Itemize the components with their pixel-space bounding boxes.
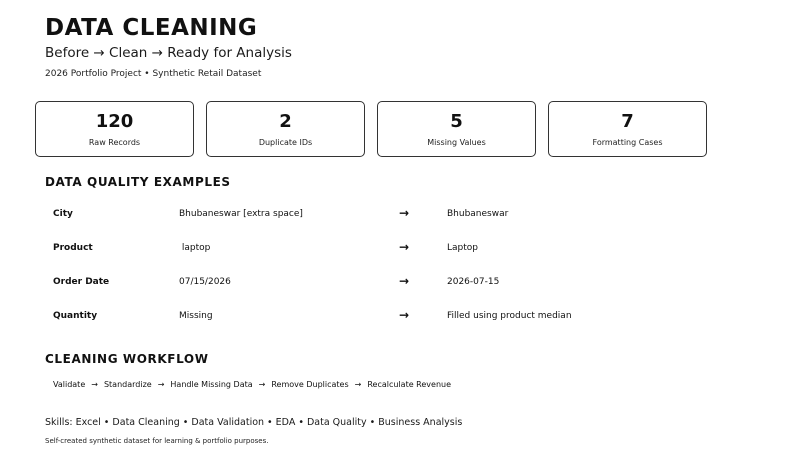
stat-label: Formatting Cases: [592, 137, 663, 147]
field-name: Order Date: [53, 277, 110, 287]
stat-value: 5: [450, 110, 463, 132]
stat-value: 120: [95, 110, 134, 132]
stat-label: Duplicate IDs: [258, 137, 313, 147]
stat-label: Missing Values: [427, 137, 486, 147]
arrow-right-icon: →: [354, 380, 362, 389]
arrow-right-icon: →: [258, 380, 266, 389]
stat-card-duplicate-ids: [206, 101, 365, 157]
data-quality-heading: DATA QUALITY EXAMPLES: [45, 175, 231, 189]
arrow-right-icon: →: [399, 308, 410, 322]
workflow-step: Validate: [53, 380, 86, 389]
table-row: [53, 302, 653, 336]
stat-card-missing-values: [377, 101, 536, 157]
stat-value: 7: [621, 110, 634, 132]
skills-line: Skills: Excel • Data Cleaning • Data Validation • EDA • Data Quality • Business Analysis: [45, 417, 463, 428]
before-value: 07/15/2026: [179, 277, 231, 287]
arrow-right-icon: →: [399, 274, 410, 288]
workflow-heading: CLEANING WORKFLOW: [45, 352, 209, 366]
stat-label: Raw Records: [88, 137, 141, 147]
workflow-step: Standardize: [103, 380, 152, 389]
stat-value: 2: [279, 110, 292, 132]
field-name: City: [53, 209, 73, 219]
after-value: Bhubaneswar: [447, 209, 509, 219]
workflow-step: Handle Missing Data: [170, 380, 253, 389]
after-value: Filled using product median: [447, 311, 572, 321]
stat-card-formatting-cases: [548, 101, 707, 157]
arrow-right-icon: →: [399, 240, 410, 254]
arrow-right-icon: →: [91, 380, 98, 389]
table-row: [53, 234, 653, 268]
field-name: Quantity: [53, 311, 98, 321]
stat-card-raw-records: [35, 101, 194, 157]
table-row: [53, 268, 653, 302]
project-meta: 2026 Portfolio Project • Synthetic Retail Dataset: [45, 69, 262, 79]
workflow-steps: [53, 380, 451, 389]
after-value: 2026-07-15: [447, 277, 500, 287]
workflow-step: Remove Duplicates: [271, 380, 349, 389]
stats-row: [35, 101, 707, 157]
arrow-right-icon: →: [399, 206, 410, 220]
page-title: DATA CLEANING: [45, 15, 258, 41]
before-value: laptop: [179, 243, 211, 253]
before-value: Bhubaneswar [extra space]: [179, 209, 303, 219]
before-value: Missing: [179, 311, 213, 321]
table-row: [53, 200, 653, 234]
workflow-step: Recalculate Revenue: [367, 380, 452, 389]
page-subtitle: Before → Clean → Ready for Analysis: [45, 45, 292, 61]
data-quality-table: [53, 200, 653, 336]
arrow-right-icon: →: [157, 380, 165, 389]
field-name: Product: [53, 243, 93, 253]
after-value: Laptop: [447, 243, 478, 253]
footnote: Self-created synthetic dataset for learning & portfolio purposes.: [45, 437, 269, 445]
